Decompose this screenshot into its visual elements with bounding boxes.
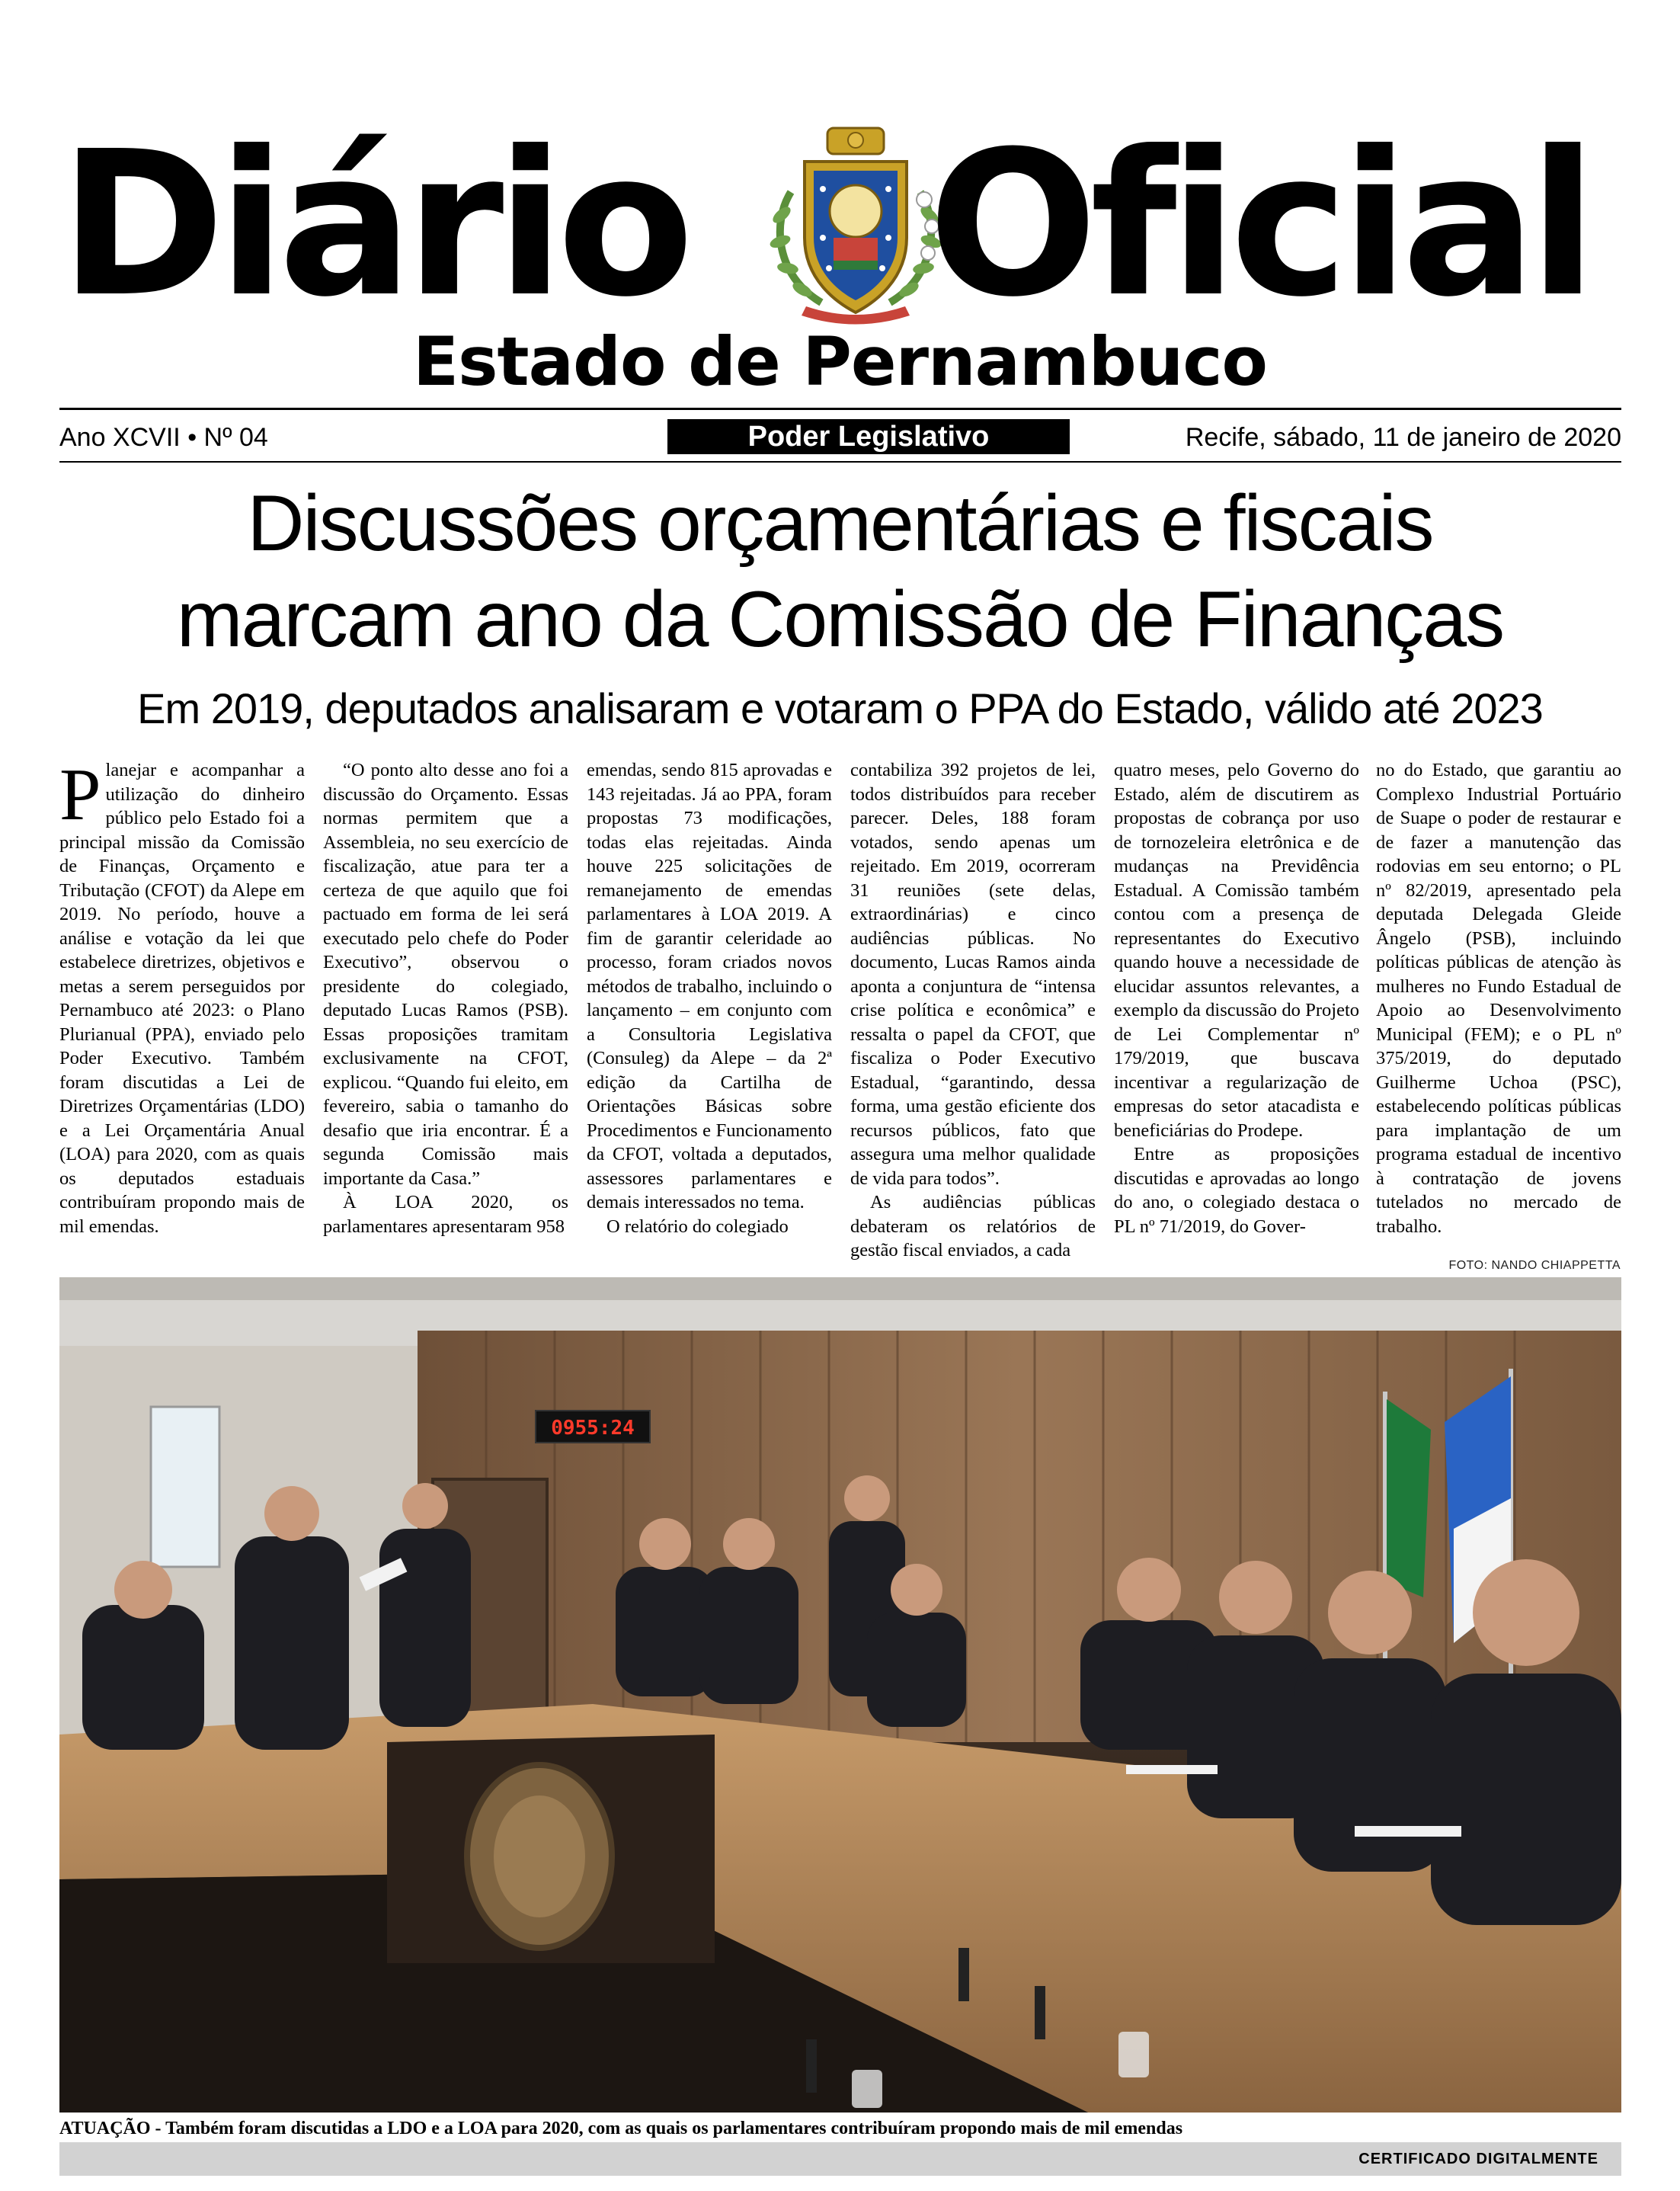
paragraph: [59, 754, 305, 1238]
headline-line-1: Discussões orçamentárias e fiscais: [247, 479, 1433, 568]
masthead: [59, 108, 1621, 343]
masthead-title-right: Oficial: [928, 108, 1590, 341]
edition-info-bar: [59, 418, 1621, 457]
footer-bar: [59, 2142, 1621, 2176]
paragraph: À LOA 2020, os parlamentares apresentaram 958: [323, 1192, 568, 1237]
pernambuco-coat-of-arms-icon: [768, 123, 943, 323]
article-column-3: [587, 758, 832, 1250]
paragraph: no do Estado, que garantiu ao Complexo Industrial Portuário de Suape o poder de restaurar e de fazer a manutenção das rodovias em seu entorno; o PL nº 82/2019, apresentado pela deputada Delegada Gleide Ângelo (PSB), incluindo políticas públicas de atenção às mulheres no Fundo Estadual de Apoio ao Desenvolvimento Municipal (FEM); e o PL nº 375/2019, do deputado Guilherme Uchoa (PSC), estabelecendo políticas públicas para implantação de um programa estadual de incentivo à contratação de jovens tutelados no mercado de trabalho.: [1376, 760, 1621, 1237]
article-headline: [0, 476, 1680, 668]
digital-certification-label: CERTIFICADO DIGITALMENTE: [1358, 2151, 1598, 2167]
masthead-rule-bottom: [59, 461, 1621, 463]
article-column-4: [850, 758, 1096, 1260]
meeting-room-illustration: [59, 1277, 1621, 2113]
paragraph: contabiliza 392 projetos de lei, todos distribuídos para receber parecer. Deles, 188 foram votados, sendo apenas um rejeitado. Em 2019, ocorreram 31 reuniões (sete delas, extraordinárias) e cinco audiências públicas. No documento, Lucas Ramos ainda aponta a conjuntura de “intensa crise política e econômica” e ressalta o papel da CFOT, que fiscaliza o Poder Executivo Estadual, “garantindo, dessa forma, uma gestão eficiente dos recursos públicos, fato que assegura uma melhor qualidade de vida para todos”.: [850, 760, 1096, 1189]
drop-cap: P: [59, 754, 101, 836]
masthead-title-left: Diário: [59, 108, 687, 341]
paragraph: “O ponto alto desse ano foi a discussão do Orçamento. Essas normas permitem que a Assembleia, no seu exercício de fiscalização, atue para ter a certeza de que aquilo que foi pactuado em forma de lei será executado pelo chefe do Poder Executivo”, observou o presidente do colegiado, deputado Lucas Ramos (PSB). Essas proposições tramitam exclusivamente na CFOT, explicou. “Quando fui eleito, em fevereiro, sabia o tamanho do desafio que iria encontrar. É a segunda Comissão mais importante da Casa.”: [323, 760, 568, 1189]
paragraph: As audiências públicas debateram os relatórios de gestão fiscal enviados, a cada: [850, 1192, 1096, 1260]
committee-meeting-photo: [59, 1277, 1621, 2113]
photo-credit: FOTO: NANDO CHIAPPETTA: [1448, 1259, 1621, 1272]
article-column-5: [1114, 758, 1359, 1250]
article-column-6: [1376, 758, 1621, 1250]
article-column-1: [59, 754, 305, 1250]
masthead-subtitle: Estado de Pernambuco: [413, 322, 1267, 401]
paragraph: O relatório do colegiado: [606, 1216, 789, 1237]
dateline: Recife, sábado, 11 de janeiro de 2020: [1185, 423, 1621, 452]
paragraph-text: lanejar e acompanhar a utilização do dinheiro público pelo Estado foi a principal missão da Comissão de Finanças, Orçamento e Tributação (CFOT) da Alepe em 2019. No período, houve a análise e votação da lei que estabelece diretrizes, objetivos e metas a serem perseguidos por Pernambuco até 2023: o Plano Plurianual (PPA), enviado pelo Poder Executivo. Também foram discutidas a Lei de Diretrizes Orçamentárias (LDO) e a Lei Orçamentária Anual (LOA) para 2020, com as quais os deputados estaduais contribuíram propondo mais de mil emendas.: [59, 760, 305, 1237]
paragraph: emendas, sendo 815 aprovadas e 143 rejeitadas. Já ao PPA, foram propostas 73 modificações, todas elas rejeitadas. Ainda houve 225 solicitações de remanejamento de emendas parlamentares à LOA 2019. A fim de garantir celeridade ao processo, foram criados novos métodos de trabalho, incluindo o lançamento – em conjunto com a Consultoria Legislativa (Consuleg) da Alepe – da 2ª edição da Cartilha de Orientações Básicas sobre Procedimentos e Funcionamento da CFOT, voltada a deputados, assessores parlamentares e demais interessados no tema.: [587, 760, 832, 1212]
masthead-rule-top: [59, 408, 1621, 410]
article-body: [59, 754, 1621, 1260]
paragraph: quatro meses, pelo Governo do Estado, além de discutirem as propostas de cobrança por uso de tornozeleira eletrônica e de mudanças na Previdência Estadual. A Comissão também contou com a presença de representantes do Executivo quando houve a necessidade de elucidar assuntos relevantes, a exemplo da discussão do Projeto de Lei Complementar nº 179/2019, que buscava incentivar a regularização de empresas do setor atacadista e beneficiárias do Prodepe.: [1114, 760, 1359, 1141]
digital-clock-display: 0955:24: [551, 1417, 635, 1440]
headline-line-2: marcam ano da Comissão de Finanças: [176, 575, 1504, 664]
paragraph: Entre as proposições discutidas e aprovadas ao longo do ano, o colegiado destaca o PL nº 71/2019, do Gover-: [1114, 1144, 1359, 1237]
article-column-2: [323, 758, 568, 1250]
section-label: Poder Legislativo: [667, 419, 1070, 454]
photo-caption: ATUAÇÃO - Também foram discutidas a LDO e a LOA para 2020, com as quais os parlamentares contribuíram propondo mais de mil emendas: [59, 2119, 1183, 2138]
edition-number: Ano XCVII • Nº 04: [59, 423, 268, 452]
article-deck: Em 2019, deputados analisaram e votaram o PPA do Estado, válido até 2023: [137, 684, 1543, 732]
